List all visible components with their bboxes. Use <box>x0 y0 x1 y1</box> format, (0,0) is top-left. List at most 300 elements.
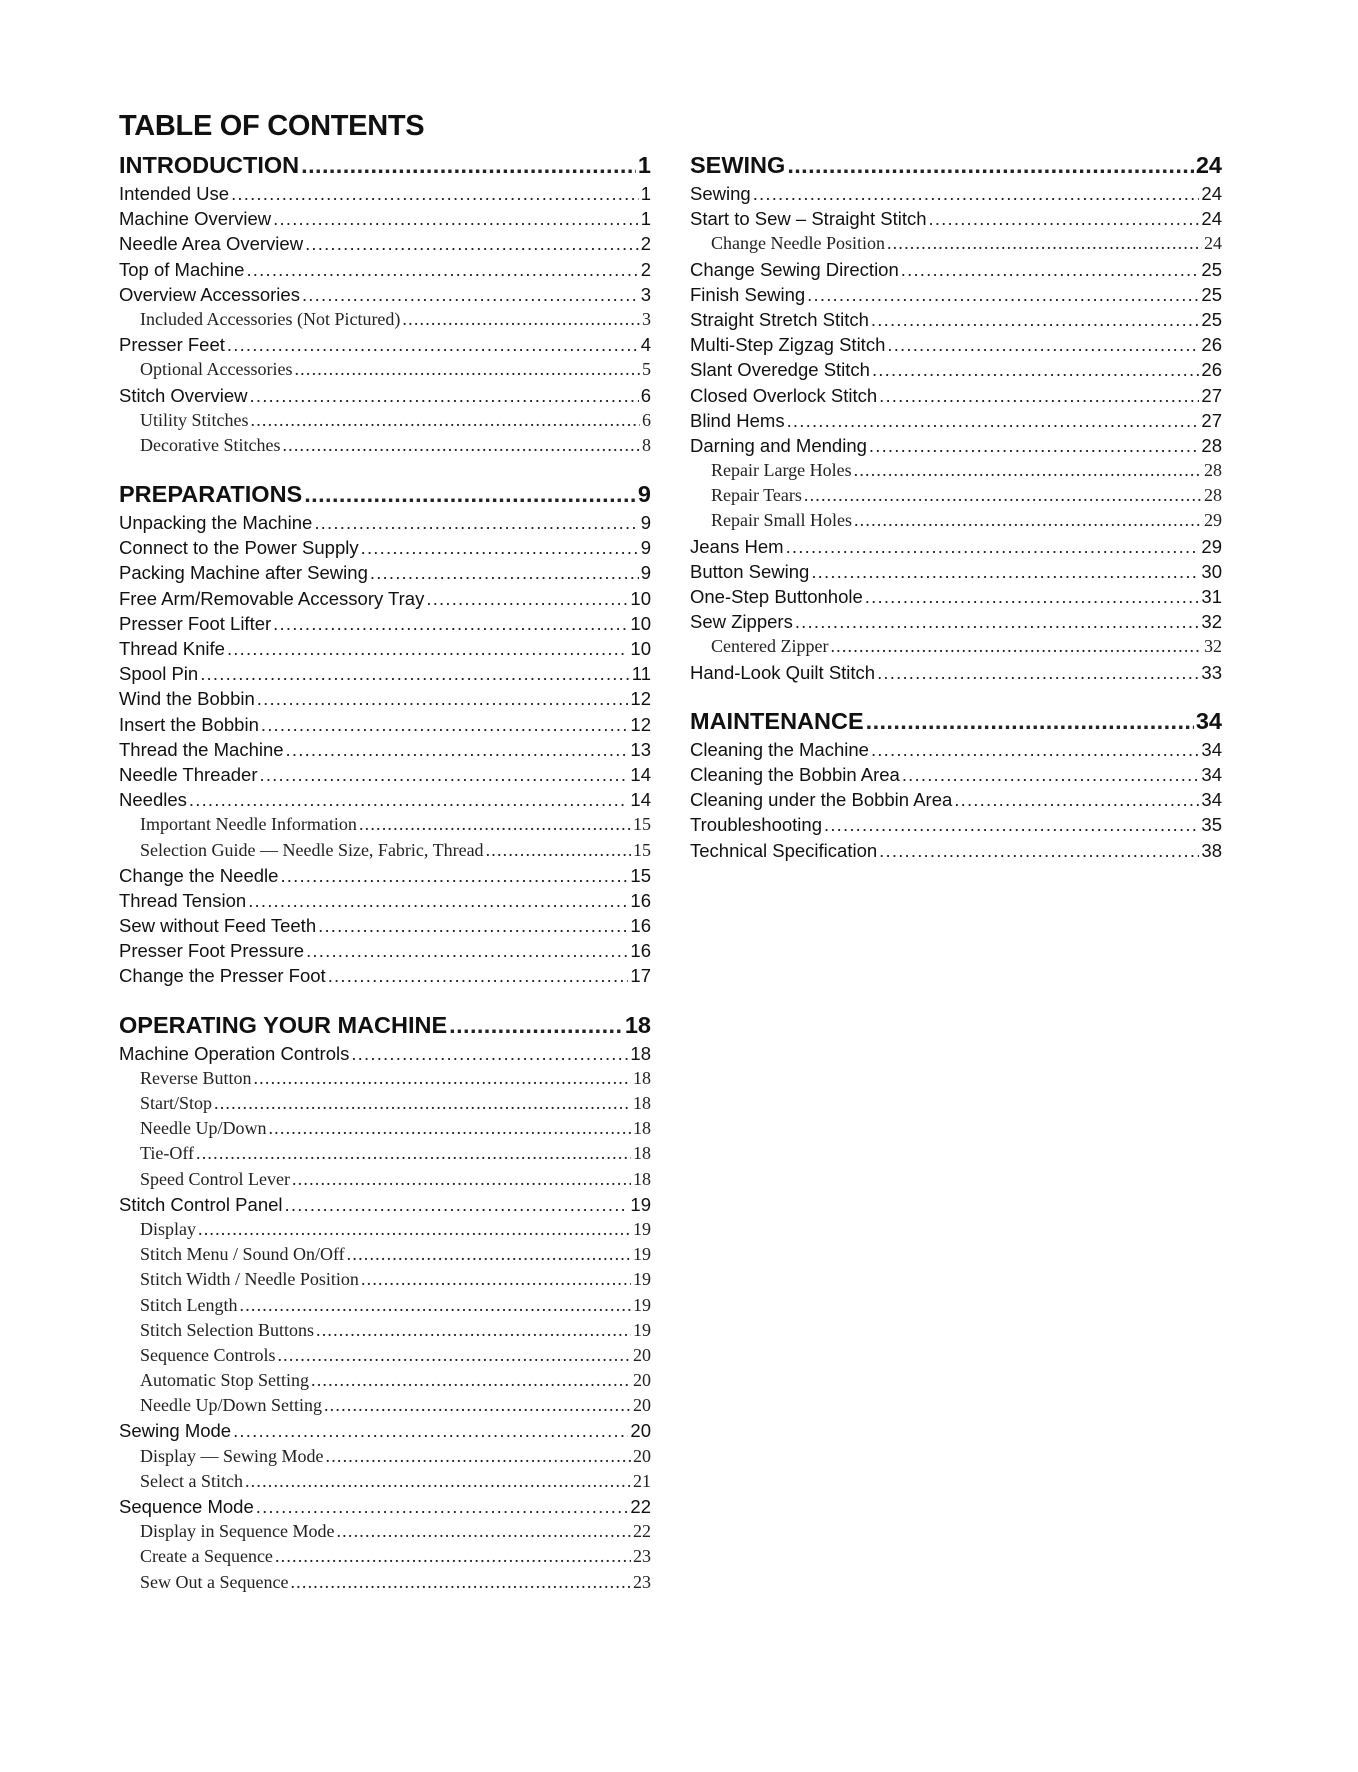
toc-page-number: 34 <box>1201 789 1222 811</box>
toc-entry[interactable] <box>119 865 651 890</box>
toc-subentry[interactable] <box>690 485 1222 510</box>
toc-label: Intended Use <box>119 183 230 204</box>
dot-leader <box>245 1471 631 1492</box>
toc-page-number: 34 <box>1195 707 1222 734</box>
toc-entry[interactable] <box>690 536 1222 561</box>
toc-label: Display <box>140 1218 196 1239</box>
toc-label: Presser Feet <box>119 334 225 356</box>
toc-page-number: 35 <box>1201 814 1222 836</box>
toc-entry[interactable] <box>119 789 651 814</box>
toc-entry[interactable] <box>690 611 1222 636</box>
toc-page-number: 19 <box>630 1193 651 1215</box>
toc-entry[interactable] <box>690 284 1222 309</box>
toc-subentry[interactable] <box>119 1446 651 1471</box>
dot-leader <box>290 1572 631 1593</box>
toc-page-number: 26 <box>1201 359 1222 381</box>
toc-subentry[interactable] <box>690 636 1222 661</box>
toc-subentry[interactable] <box>119 1395 651 1420</box>
toc-page-number: 30 <box>1201 560 1222 582</box>
toc-page-number: 2 <box>640 233 651 255</box>
toc-entry[interactable] <box>690 410 1222 435</box>
toc-subentry[interactable] <box>119 1068 651 1093</box>
dot-leader <box>326 1446 632 1467</box>
toc-label: Wind the Bobbin <box>119 688 255 710</box>
toc-entry[interactable] <box>690 561 1222 586</box>
dot-leader <box>787 152 1194 179</box>
dot-leader <box>359 814 631 835</box>
toc-label: Spool Pin <box>119 663 199 685</box>
toc-page-number: 18 <box>630 1042 651 1064</box>
toc-page-number: 10 <box>630 638 651 659</box>
toc-label: Reverse Button <box>140 1067 252 1088</box>
toc-page-number: 15 <box>633 814 651 835</box>
toc-label: Darning and Mending <box>690 434 867 456</box>
dot-leader <box>807 284 1199 306</box>
toc-label: Button Sewing <box>690 560 810 582</box>
toc-page-number: 28 <box>1204 485 1222 506</box>
toc-page-number: 34 <box>1201 763 1222 785</box>
toc-label: Connect to the Power Supply <box>119 537 359 559</box>
toc-entry[interactable] <box>119 334 651 359</box>
toc-page-number: 16 <box>630 940 651 962</box>
toc-page-number: 8 <box>642 434 651 455</box>
dot-leader <box>402 309 640 330</box>
toc-entry[interactable] <box>690 259 1222 284</box>
toc-page-number: 27 <box>1201 409 1222 431</box>
toc-entry[interactable] <box>690 435 1222 460</box>
toc-page-number: 20 <box>633 1445 651 1466</box>
toc-label: Sewing Mode <box>119 1420 232 1442</box>
toc-page-number: 23 <box>633 1571 651 1592</box>
toc-entry[interactable] <box>119 965 651 990</box>
toc-label: Change the Needle <box>119 864 279 886</box>
toc-entry[interactable] <box>690 789 1222 814</box>
toc-entry[interactable] <box>690 764 1222 789</box>
toc-page-number: 24 <box>1204 233 1222 254</box>
toc-page-number: 15 <box>633 839 651 860</box>
toc-entry[interactable] <box>690 359 1222 384</box>
toc-page-number: 10 <box>630 612 651 634</box>
toc-subentry[interactable] <box>119 1143 651 1168</box>
dot-leader <box>316 1320 631 1341</box>
dot-leader <box>361 537 639 559</box>
dot-leader <box>901 259 1200 281</box>
toc-subentry[interactable] <box>119 1295 651 1320</box>
toc-page-number: 32 <box>1201 611 1222 633</box>
toc-label: Repair Large Holes <box>711 460 852 481</box>
dot-leader <box>879 840 1199 862</box>
toc-label: Sequence Mode <box>119 1496 254 1517</box>
toc-entry[interactable] <box>119 1194 651 1219</box>
toc-entry[interactable] <box>119 1420 651 1445</box>
dot-leader <box>866 708 1194 735</box>
toc-page-number: 17 <box>630 965 651 987</box>
dot-leader <box>347 1244 631 1265</box>
toc-label: Repair Small Holes <box>711 510 852 531</box>
dot-leader <box>275 1546 631 1567</box>
toc-label: Needle Up/Down <box>140 1118 267 1139</box>
toc-subentry[interactable] <box>119 1093 651 1118</box>
dot-leader <box>361 1269 631 1290</box>
toc-label: Multi-Step Zigzag Stitch <box>690 334 886 356</box>
dot-leader <box>256 1496 629 1518</box>
dot-leader <box>370 562 639 584</box>
toc-entry[interactable] <box>119 183 651 208</box>
dot-leader <box>189 789 629 811</box>
dot-leader <box>227 638 628 660</box>
toc-page-number: 9 <box>640 537 651 559</box>
dot-leader <box>227 334 639 356</box>
toc-label: Top of Machine <box>119 258 245 280</box>
toc-entry[interactable] <box>690 183 1222 208</box>
dot-leader <box>336 1521 631 1542</box>
toc-label: Speed Control Lever <box>140 1168 290 1189</box>
toc-page-number: 29 <box>1201 535 1222 557</box>
dot-leader <box>902 764 1200 786</box>
toc-label: Stitch Length <box>140 1294 238 1315</box>
toc-section-heading[interactable] <box>690 708 1222 739</box>
toc-left-column <box>119 152 651 1597</box>
toc-entry[interactable] <box>119 259 651 284</box>
dot-leader <box>887 233 1202 254</box>
toc-label: Packing Machine after Sewing <box>119 562 368 584</box>
toc-label: Blind Hems <box>690 409 785 431</box>
dot-leader <box>324 1395 631 1416</box>
toc-label: INTRODUCTION <box>119 152 300 178</box>
toc-page-number: 18 <box>633 1067 651 1088</box>
dot-leader <box>294 359 640 380</box>
toc-page-number: 19 <box>633 1244 651 1265</box>
toc-entry[interactable] <box>119 739 651 764</box>
toc-label: Stitch Width / Needle Position <box>140 1269 359 1290</box>
toc-page-number: 31 <box>1201 586 1222 607</box>
dot-leader <box>328 965 629 987</box>
toc-label: Thread the Machine <box>119 738 284 760</box>
toc-label: Straight Stretch Stitch <box>690 308 869 330</box>
section-spacer <box>119 460 651 481</box>
toc-entry[interactable] <box>690 840 1222 865</box>
toc-subentry[interactable] <box>119 1572 651 1597</box>
toc-entry[interactable] <box>690 739 1222 764</box>
toc-page-number: 18 <box>624 1011 651 1038</box>
toc-label: Change Needle Position <box>711 233 885 254</box>
toc-page-number: 26 <box>1201 334 1222 356</box>
toc-entry[interactable] <box>690 334 1222 359</box>
toc-label: Sewing <box>690 183 751 204</box>
toc-label: Thread Tension <box>119 889 247 911</box>
toc-subentry[interactable] <box>119 1118 651 1143</box>
toc-page-number: 14 <box>630 789 651 811</box>
dot-leader <box>260 764 629 786</box>
toc-page-number: 28 <box>1204 460 1222 481</box>
page-title: TABLE OF CONTENTS <box>119 110 425 142</box>
toc-subentry[interactable] <box>119 1320 651 1345</box>
toc-label: Sew Zippers <box>690 611 793 633</box>
toc-label: SEWING <box>690 152 786 178</box>
toc-label: Included Accessories (Not Pictured) <box>140 308 401 329</box>
toc-right-column <box>690 152 1222 865</box>
dot-leader <box>196 1143 631 1164</box>
toc-label: OPERATING YOUR MACHINE <box>119 1011 448 1038</box>
toc-entry[interactable] <box>119 562 651 587</box>
toc-entry[interactable] <box>119 613 651 638</box>
dot-leader <box>282 435 640 456</box>
toc-label: Decorative Stitches <box>140 434 281 455</box>
toc-section-heading[interactable] <box>119 1012 651 1043</box>
toc-page-number: 19 <box>633 1294 651 1315</box>
toc-label: Stitch Selection Buttons <box>140 1319 314 1340</box>
toc-subentry[interactable] <box>119 840 651 865</box>
toc-subentry[interactable] <box>119 1546 651 1571</box>
toc-page-number: 18 <box>633 1118 651 1139</box>
toc-page-number: 18 <box>633 1168 651 1189</box>
toc-page-number: 24 <box>1201 208 1222 230</box>
toc-page-number: 1 <box>637 152 651 178</box>
dot-leader <box>854 510 1202 531</box>
toc-page-number: 20 <box>633 1370 651 1391</box>
toc-entry[interactable] <box>690 309 1222 334</box>
toc-page-number: 18 <box>633 1143 651 1164</box>
dot-leader <box>305 233 639 255</box>
toc-entry[interactable] <box>119 588 651 613</box>
dot-leader <box>214 1093 631 1114</box>
toc-page-number: 22 <box>633 1521 651 1542</box>
section-spacer <box>119 991 651 1012</box>
toc-entry[interactable] <box>119 208 651 233</box>
toc-label: Closed Overlock Stitch <box>690 384 878 406</box>
toc-entry[interactable] <box>119 1043 651 1068</box>
dot-leader <box>954 789 1199 811</box>
dot-leader <box>280 865 628 887</box>
toc-label: Sew without Feed Teeth <box>119 915 317 937</box>
toc-subentry[interactable] <box>690 233 1222 258</box>
dot-leader <box>248 890 628 912</box>
toc-entry[interactable] <box>119 537 651 562</box>
toc-subentry[interactable] <box>119 410 651 435</box>
dot-leader <box>306 940 628 962</box>
dot-leader <box>877 662 1199 684</box>
dot-leader <box>253 1068 631 1089</box>
dot-leader <box>871 309 1200 331</box>
dot-leader <box>811 561 1199 583</box>
toc-subentry[interactable] <box>119 359 651 384</box>
dot-leader <box>231 183 639 205</box>
dot-leader <box>302 284 639 306</box>
toc-page-number: 6 <box>640 384 651 406</box>
toc-label: Display — Sewing Mode <box>140 1445 324 1466</box>
toc-label: Slant Overedge Stitch <box>690 359 870 381</box>
toc-page-number: 19 <box>633 1319 651 1340</box>
toc-page-number: 10 <box>630 587 651 609</box>
toc-subentry[interactable] <box>119 1169 651 1194</box>
toc-label: Stitch Overview <box>119 384 248 406</box>
toc-page-number: 24 <box>1195 152 1222 178</box>
toc-entry[interactable] <box>119 284 651 309</box>
toc-label: Stitch Menu / Sound On/Off <box>140 1244 345 1265</box>
toc-label: Finish Sewing <box>690 283 806 305</box>
toc-subentry[interactable] <box>119 1345 651 1370</box>
toc-page-number: 16 <box>630 915 651 937</box>
toc-page-number: 20 <box>630 1420 651 1442</box>
toc-entry[interactable] <box>690 814 1222 839</box>
dot-leader <box>250 385 639 407</box>
dot-leader <box>251 410 640 431</box>
dot-leader <box>301 152 636 179</box>
toc-entry[interactable] <box>119 1496 651 1521</box>
toc-label: Display in Sequence Mode <box>140 1521 335 1542</box>
toc-page-number: 5 <box>642 359 651 380</box>
toc-entry[interactable] <box>119 688 651 713</box>
toc-label: Needles <box>119 789 187 811</box>
dot-leader <box>824 814 1199 836</box>
toc-entry[interactable] <box>119 512 651 537</box>
toc-page-number: 25 <box>1201 308 1222 330</box>
dot-leader <box>273 208 639 230</box>
toc-page-number: 25 <box>1201 258 1222 280</box>
toc-label: Change the Presser Foot <box>119 965 326 987</box>
toc-entry[interactable] <box>119 385 651 410</box>
dot-leader <box>795 611 1200 633</box>
toc-section-heading[interactable] <box>119 152 651 183</box>
toc-subentry[interactable] <box>119 1219 651 1244</box>
toc-entry[interactable] <box>119 638 651 663</box>
dot-leader <box>887 334 1199 356</box>
toc-subentry[interactable] <box>690 510 1222 535</box>
toc-subentry[interactable] <box>119 1471 651 1496</box>
toc-page-number: 14 <box>630 763 651 785</box>
toc-label: Tie-Off <box>140 1143 195 1164</box>
toc-subentry[interactable] <box>119 1370 651 1395</box>
toc-page-number: 9 <box>640 512 651 534</box>
dot-leader <box>233 1420 628 1442</box>
toc-entry[interactable] <box>119 764 651 789</box>
toc-entry[interactable] <box>690 208 1222 233</box>
toc-page-number: 21 <box>633 1470 651 1491</box>
toc-page-number: 1 <box>640 183 651 204</box>
toc-page-number: 34 <box>1201 738 1222 760</box>
toc-label: Centered Zipper <box>711 636 829 657</box>
toc-entry[interactable] <box>690 586 1222 611</box>
dot-leader <box>257 688 629 710</box>
toc-page-number: 2 <box>640 258 651 280</box>
toc-label: Select a Stitch <box>140 1470 243 1491</box>
toc-entry[interactable] <box>119 233 651 258</box>
dot-leader <box>292 1169 631 1190</box>
dot-leader <box>261 714 629 736</box>
toc-page-number: 4 <box>640 334 651 356</box>
toc-page-number: 3 <box>640 283 651 305</box>
toc-label: Sew Out a Sequence <box>140 1571 289 1592</box>
dot-leader <box>753 183 1200 205</box>
toc-page-number: 15 <box>630 864 651 886</box>
toc-page-number: 9 <box>637 481 651 508</box>
dot-leader <box>268 1118 631 1139</box>
toc-page-number: 12 <box>630 688 651 710</box>
toc-subentry[interactable] <box>119 1244 651 1269</box>
dot-leader <box>449 1012 623 1039</box>
toc-page-number: 32 <box>1204 636 1222 657</box>
toc-page-number: 24 <box>1201 183 1222 204</box>
dot-leader <box>426 588 628 610</box>
toc-label: Cleaning under the Bobbin Area <box>690 789 953 811</box>
toc-page-number: 27 <box>1201 384 1222 406</box>
dot-leader <box>786 536 1200 558</box>
toc-page-number: 23 <box>633 1546 651 1567</box>
dot-leader <box>871 739 1199 761</box>
toc-page-number: 11 <box>631 663 651 685</box>
toc-section-heading[interactable] <box>119 481 651 512</box>
toc-label: One-Step Buttonhole <box>690 586 863 607</box>
toc-label: Start to Sew – Straight Stitch <box>690 208 927 230</box>
toc-label: Presser Foot Pressure <box>119 940 305 962</box>
toc-subentry[interactable] <box>119 435 651 460</box>
toc-page-number: 13 <box>630 738 651 760</box>
toc-label: Optional Accessories <box>140 359 293 380</box>
toc-label: Needle Threader <box>119 763 258 785</box>
toc-page-number: 9 <box>640 562 651 584</box>
toc-subentry[interactable] <box>119 309 651 334</box>
toc-entry[interactable] <box>690 662 1222 687</box>
dot-leader <box>273 613 628 635</box>
dot-leader <box>200 663 630 685</box>
dot-leader <box>787 410 1200 432</box>
toc-label: Hand-Look Quilt Stitch <box>690 661 876 683</box>
toc-label: Troubleshooting <box>690 814 822 836</box>
toc-subentry[interactable] <box>119 1521 651 1546</box>
toc-label: Insert the Bobbin <box>119 713 259 735</box>
toc-entry[interactable] <box>119 663 651 688</box>
toc-label: MAINTENANCE <box>690 707 864 734</box>
toc-page-number: 28 <box>1201 434 1222 456</box>
toc-section-heading[interactable] <box>690 152 1222 183</box>
dot-leader <box>286 739 629 761</box>
dot-leader <box>804 485 1202 506</box>
toc-label: Sequence Controls <box>140 1344 276 1365</box>
toc-entry[interactable] <box>119 890 651 915</box>
toc-label: Machine Overview <box>119 208 272 230</box>
toc-page-number: 20 <box>633 1395 651 1416</box>
toc-entry[interactable] <box>119 714 651 739</box>
dot-leader <box>872 359 1199 381</box>
dot-leader <box>929 208 1200 230</box>
toc-label: Utility Stitches <box>140 409 249 430</box>
toc-entry[interactable] <box>690 385 1222 410</box>
toc-label: Thread Knife <box>119 638 225 659</box>
toc-label: PREPARATIONS <box>119 481 303 508</box>
toc-entry[interactable] <box>119 940 651 965</box>
toc-entry[interactable] <box>119 915 651 940</box>
dot-leader <box>486 840 631 861</box>
toc-label: Cleaning the Machine <box>690 738 869 760</box>
toc-label: Stitch Control Panel <box>119 1193 283 1215</box>
toc-label: Machine Operation Controls <box>119 1042 350 1064</box>
toc-subentry[interactable] <box>690 460 1222 485</box>
dot-leader <box>311 1370 631 1391</box>
dot-leader <box>277 1345 631 1366</box>
dot-leader <box>198 1219 631 1240</box>
toc-page-number: 22 <box>630 1496 651 1517</box>
toc-label: Free Arm/Removable Accessory Tray <box>119 587 425 609</box>
dot-leader <box>240 1295 632 1316</box>
toc-label: Change Sewing Direction <box>690 258 899 280</box>
toc-label: Automatic Stop Setting <box>140 1370 309 1391</box>
toc-page-number: 20 <box>633 1344 651 1365</box>
toc-page-number: 33 <box>1201 661 1222 683</box>
dot-leader <box>830 636 1202 657</box>
toc-subentry[interactable] <box>119 1269 651 1294</box>
toc-page-number: 38 <box>1201 839 1222 861</box>
toc-subentry[interactable] <box>119 814 651 839</box>
